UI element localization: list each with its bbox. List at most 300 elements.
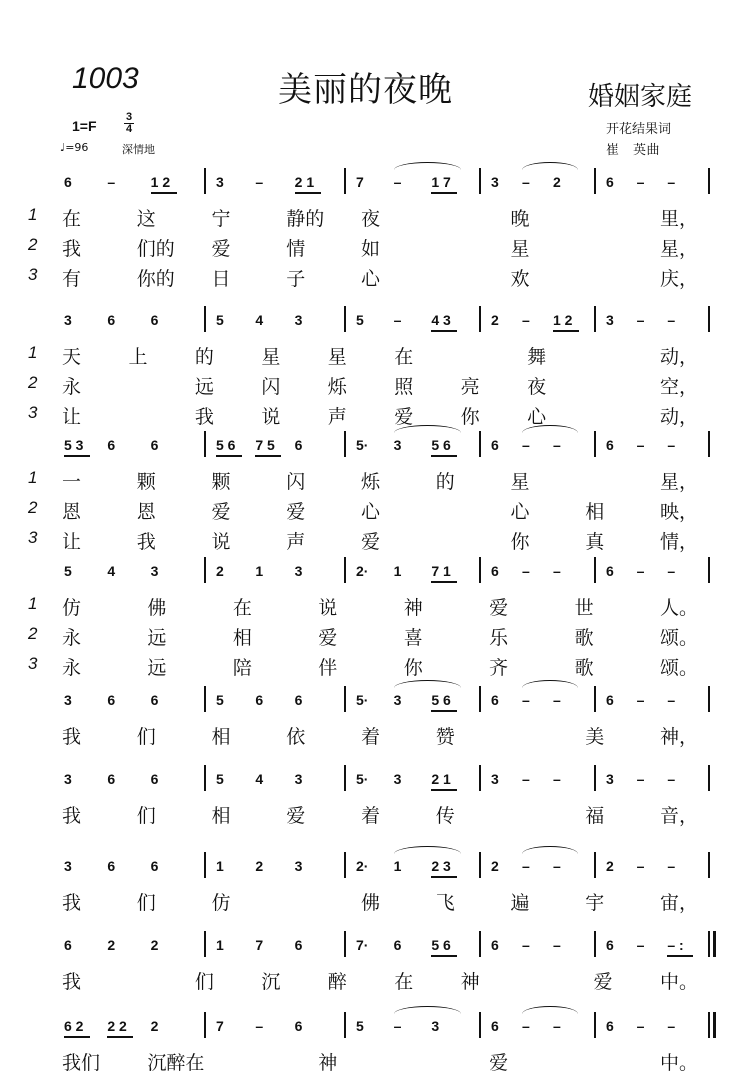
barline <box>594 852 596 878</box>
note-beat: 6 <box>150 858 159 874</box>
barline <box>708 686 710 712</box>
note-beat: 1 <box>393 858 402 874</box>
lyric-syllable: 星 <box>261 346 281 368</box>
note-beat: 2 1 <box>431 771 451 787</box>
lyric-syllable: 遍 <box>510 892 530 914</box>
note-beat: 6 <box>606 437 614 453</box>
lyric-syllable: 们 <box>194 971 214 993</box>
lyric-syllable: 你 <box>403 657 423 679</box>
eighth-underline <box>107 1036 133 1038</box>
note-beat: – <box>667 771 676 787</box>
lyric-syllable: 我们 <box>62 1052 101 1074</box>
lyric-syllable: 远 <box>147 627 167 649</box>
double-barline <box>713 931 716 957</box>
barline <box>479 557 481 583</box>
lyric-syllable: 心 <box>361 501 381 523</box>
note-beat: – <box>553 1018 561 1034</box>
lyric-syllable: 让 <box>62 406 82 428</box>
verse-number: 3 <box>28 403 38 422</box>
note-beat: 3 <box>393 437 402 453</box>
barline <box>344 686 346 712</box>
verse-number: 1 <box>28 468 38 487</box>
note-beat: – <box>553 858 561 874</box>
note-beat: 6 <box>64 937 72 953</box>
lyric-syllable: 如 <box>361 238 381 260</box>
lyric-syllable: 神 <box>460 971 480 993</box>
lyric-syllable: 仿 <box>62 597 82 619</box>
lyric-syllable: 乐 <box>489 627 509 649</box>
lyric-syllable: 你 <box>510 531 530 553</box>
note-beat: 1 <box>255 563 264 579</box>
eighth-underline <box>431 192 457 194</box>
note-beat: 3 <box>431 1018 440 1034</box>
note-beat: – <box>522 312 530 328</box>
note-beat: 3 <box>216 174 224 190</box>
lyric-syllable: 我 <box>62 971 82 993</box>
note-beat: – <box>553 937 561 953</box>
lyric-syllable: 沉醉在 <box>147 1052 205 1074</box>
barline <box>344 168 346 194</box>
lyric-syllable: 映， <box>660 501 699 523</box>
note-beat: 2 <box>150 937 159 953</box>
note-beat: – <box>107 174 116 190</box>
lyric-syllable: 庆， <box>660 268 699 290</box>
verse-number: 2 <box>28 235 38 254</box>
barline <box>479 431 481 457</box>
note-beat: – <box>636 174 645 190</box>
tempo-marking: ♩=96 <box>60 141 89 154</box>
note-beat: 5 6 <box>216 437 236 453</box>
note-beat: 6 <box>294 937 303 953</box>
lyric-syllable: 爱 <box>211 501 231 523</box>
lyric-syllable: 声 <box>327 406 347 428</box>
lyric-syllable: 沉 <box>261 971 281 993</box>
lyric-syllable: 爱 <box>286 805 306 827</box>
lyric-syllable: 歌 <box>574 657 594 679</box>
time-signature-top: 3 <box>125 111 133 123</box>
note-beat: 3 <box>491 174 499 190</box>
note-beat: – : <box>667 937 684 953</box>
lyric-syllable: 飞 <box>435 892 455 914</box>
note-beat: 3 <box>150 563 159 579</box>
lyric-syllable: 远 <box>194 376 214 398</box>
lyric-syllable: 舞 <box>527 346 547 368</box>
lyric-syllable: 在 <box>394 346 414 368</box>
note-beat: – <box>553 692 561 708</box>
note-beat: 5 <box>216 692 224 708</box>
note-beat: 2 1 <box>294 174 315 190</box>
lyric-syllable: 照 <box>394 376 414 398</box>
lyric-syllable: 闪 <box>261 376 281 398</box>
note-beat: – <box>636 692 645 708</box>
lyric-syllable: 着 <box>361 805 381 827</box>
note-beat: – <box>553 771 561 787</box>
lyric-syllable: 永 <box>62 627 82 649</box>
eighth-underline <box>431 455 457 457</box>
lyric-syllable: 声 <box>286 531 306 553</box>
note-beat: – <box>522 437 530 453</box>
note-beat: 6 <box>491 563 499 579</box>
note-beat: – <box>667 1018 676 1034</box>
lyric-syllable: 神， <box>660 726 699 748</box>
eighth-underline <box>431 789 457 791</box>
note-beat: 1 7 <box>431 174 451 190</box>
note-beat: 4 <box>255 771 264 787</box>
barline <box>594 431 596 457</box>
lyric-syllable: 说 <box>211 531 231 553</box>
verse-number: 3 <box>28 654 38 673</box>
note-beat: – <box>636 771 645 787</box>
eighth-underline <box>667 955 693 957</box>
lyric-syllable: 神 <box>403 597 423 619</box>
barline <box>708 931 710 957</box>
barline <box>708 431 710 457</box>
lyric-syllable: 闪 <box>286 471 306 493</box>
lyric-syllable: 爱 <box>394 406 414 428</box>
note-beat: 1 2 <box>553 312 573 328</box>
verse-number: 1 <box>28 594 38 613</box>
note-beat: 3 <box>294 858 303 874</box>
lyric-syllable: 心 <box>361 268 381 290</box>
barline <box>594 1012 596 1038</box>
note-beat: 7 5 <box>255 437 275 453</box>
note-beat: 6 <box>150 437 159 453</box>
lyric-syllable: 夜 <box>361 208 381 230</box>
lyric-syllable: 星 <box>327 346 347 368</box>
note-beat: – <box>667 858 676 874</box>
lyric-syllable: 在 <box>232 597 252 619</box>
lyric-syllable: 心 <box>527 406 547 428</box>
song-category: 婚姻家庭 <box>588 82 693 112</box>
lyric-syllable: 这 <box>136 208 156 230</box>
note-beat: 6 <box>393 937 402 953</box>
lyric-syllable: 恩 <box>136 501 156 523</box>
note-beat: 5 6 <box>431 437 451 453</box>
note-beat: – <box>522 858 530 874</box>
barline <box>708 765 710 791</box>
lyric-syllable: 福 <box>585 805 605 827</box>
lyric-syllable: 爱 <box>489 1052 509 1074</box>
lyric-syllable: 颂。 <box>660 657 699 679</box>
slur <box>522 1006 578 1014</box>
verse-number: 2 <box>28 624 38 643</box>
note-beat: 4 <box>107 563 116 579</box>
lyric-syllable: 说 <box>318 597 338 619</box>
note-beat: 6 <box>606 563 614 579</box>
lyric-syllable: 陪 <box>232 657 252 679</box>
note-beat: 6 <box>606 937 614 953</box>
barline <box>204 765 206 791</box>
lyric-syllable: 佛 <box>147 597 167 619</box>
barline <box>479 1012 481 1038</box>
barline <box>479 931 481 957</box>
lyric-syllable: 你 <box>460 406 480 428</box>
verse-number: 2 <box>28 373 38 392</box>
barline <box>344 931 346 957</box>
note-beat: 2 <box>255 858 264 874</box>
note-beat: – <box>636 937 645 953</box>
lyric-syllable: 永 <box>62 657 82 679</box>
lyric-syllable: 静的 <box>286 208 325 230</box>
slur <box>522 425 578 433</box>
note-beat: 3 <box>294 312 303 328</box>
note-beat: 6 2 <box>64 1018 84 1034</box>
note-beat: 5 <box>356 312 364 328</box>
note-beat: 3 <box>491 771 499 787</box>
time-signature <box>124 112 134 135</box>
note-beat: 1 <box>216 937 224 953</box>
lyric-syllable: 在 <box>394 971 414 993</box>
note-beat: – <box>553 437 561 453</box>
lyric-syllable: 我 <box>194 406 214 428</box>
note-beat: 5 <box>356 1018 364 1034</box>
slur <box>522 846 578 854</box>
verse-number: 1 <box>28 205 38 224</box>
note-beat: 6 <box>606 1018 614 1034</box>
note-beat: – <box>522 1018 530 1034</box>
barline <box>594 557 596 583</box>
note-beat: – <box>393 312 402 328</box>
lyric-syllable: 着 <box>361 726 381 748</box>
barline <box>204 168 206 194</box>
barline <box>479 168 481 194</box>
time-signature-bottom: 4 <box>125 123 133 135</box>
lyric-syllable: 我 <box>62 726 82 748</box>
note-beat: 5· <box>356 771 369 787</box>
note-beat: 7 <box>216 1018 224 1034</box>
eighth-underline <box>431 330 457 332</box>
barline <box>708 1012 710 1038</box>
note-beat: – <box>636 563 645 579</box>
lyric-syllable: 爱 <box>593 971 613 993</box>
note-beat: – <box>667 174 676 190</box>
note-beat: 6 <box>150 312 159 328</box>
barline <box>708 168 710 194</box>
note-beat: – <box>667 563 676 579</box>
lyric-syllable: 人。 <box>660 597 699 619</box>
note-beat: 2 <box>491 312 499 328</box>
lyric-syllable: 日 <box>211 268 231 290</box>
lyric-syllable: 让 <box>62 531 82 553</box>
lyric-syllable: 爱 <box>286 501 306 523</box>
note-beat: – <box>522 937 530 953</box>
note-beat: 7 <box>255 937 264 953</box>
eighth-underline <box>64 1036 90 1038</box>
lyric-syllable: 你的 <box>136 268 175 290</box>
barline <box>594 765 596 791</box>
note-beat: 5 6 <box>431 692 451 708</box>
note-beat: 7· <box>356 937 369 953</box>
lyric-syllable: 相 <box>232 627 252 649</box>
eighth-underline <box>216 455 242 457</box>
lyric-syllable: 中。 <box>660 1052 699 1074</box>
barline <box>594 306 596 332</box>
note-beat: 3 <box>393 692 402 708</box>
note-beat: 1 <box>216 858 224 874</box>
lyric-syllable: 爱 <box>318 627 338 649</box>
lyric-syllable: 音， <box>660 805 699 827</box>
lyric-syllable: 情， <box>660 531 699 553</box>
note-beat: 6 <box>107 771 116 787</box>
lyric-syllable: 爱 <box>211 238 231 260</box>
lyric-syllable: 上 <box>128 346 148 368</box>
lyric-syllable: 恩 <box>62 501 82 523</box>
note-beat: 3 <box>64 771 72 787</box>
note-beat: 5· <box>356 437 369 453</box>
barline <box>479 686 481 712</box>
note-beat: – <box>636 1018 645 1034</box>
lyric-syllable: 在 <box>62 208 82 230</box>
verse-number: 2 <box>28 498 38 517</box>
lyric-syllable: 宙， <box>660 892 699 914</box>
lyric-syllable: 我 <box>62 238 82 260</box>
verse-number: 1 <box>28 343 38 362</box>
barline <box>204 1012 206 1038</box>
lyric-syllable: 传 <box>435 805 455 827</box>
note-beat: 5 <box>64 563 72 579</box>
lyric-syllable: 美 <box>585 726 605 748</box>
lyric-syllable: 们 <box>136 892 156 914</box>
note-beat: – <box>667 437 676 453</box>
eighth-underline <box>553 330 579 332</box>
lyric-syllable: 佛 <box>361 892 381 914</box>
note-beat: 3 <box>606 771 614 787</box>
note-beat: 6 <box>150 692 159 708</box>
note-beat: 6 <box>606 174 614 190</box>
lyric-syllable: 宇 <box>585 892 605 914</box>
note-beat: 4 <box>255 312 264 328</box>
barline <box>594 168 596 194</box>
slur <box>522 162 578 170</box>
note-beat: – <box>255 174 264 190</box>
lyric-syllable: 我 <box>62 892 82 914</box>
lyric-syllable: 星 <box>510 471 530 493</box>
note-beat: 5 <box>216 312 224 328</box>
note-beat: – <box>255 1018 264 1034</box>
eighth-underline <box>431 876 457 878</box>
note-beat: 1 2 <box>150 174 171 190</box>
note-beat: 1 <box>393 563 402 579</box>
note-beat: 5 <box>216 771 224 787</box>
note-beat: – <box>636 312 645 328</box>
lyric-syllable: 天 <box>62 346 82 368</box>
barline <box>204 431 206 457</box>
composer-credit: 崔 英曲 <box>606 143 661 158</box>
lyric-syllable: 永 <box>62 376 82 398</box>
lyric-syllable: 烁 <box>327 376 347 398</box>
note-beat: 2 <box>606 858 614 874</box>
barline <box>479 852 481 878</box>
barline <box>594 686 596 712</box>
lyric-syllable: 远 <box>147 657 167 679</box>
song-number: 1003 <box>72 62 139 95</box>
note-beat: 3 <box>393 771 402 787</box>
barline <box>204 557 206 583</box>
barline <box>204 306 206 332</box>
lyric-syllable: 亮 <box>460 376 480 398</box>
lyric-syllable: 仿 <box>211 892 231 914</box>
note-beat: 6 <box>491 437 499 453</box>
eighth-underline <box>431 955 457 957</box>
lyric-syllable: 星 <box>510 238 530 260</box>
note-beat: – <box>522 692 530 708</box>
note-beat: 3 <box>64 858 72 874</box>
note-beat: 7 1 <box>431 563 451 579</box>
lyric-syllable: 情 <box>286 238 306 260</box>
lyric-syllable: 爱 <box>489 597 509 619</box>
note-beat: 6 <box>491 1018 499 1034</box>
note-beat: 2· <box>356 563 369 579</box>
lyric-syllable: 星， <box>660 471 699 493</box>
lyric-syllable: 星， <box>660 238 699 260</box>
barline <box>708 852 710 878</box>
note-beat: 6 <box>150 771 159 787</box>
lyric-syllable: 的 <box>435 471 455 493</box>
barline <box>204 931 206 957</box>
lyric-syllable: 的 <box>194 346 214 368</box>
note-beat: 2 2 <box>107 1018 127 1034</box>
slur <box>394 1006 462 1014</box>
eighth-underline <box>431 581 457 583</box>
note-beat: – <box>522 771 530 787</box>
double-barline <box>713 1012 716 1038</box>
lyric-syllable: 神 <box>318 1052 338 1074</box>
note-beat: 7 <box>356 174 364 190</box>
lyric-syllable: 相 <box>211 805 231 827</box>
barline <box>344 1012 346 1038</box>
verse-number: 3 <box>28 528 38 547</box>
lyric-syllable: 颗 <box>211 471 231 493</box>
lyric-syllable: 说 <box>261 406 281 428</box>
barline <box>479 765 481 791</box>
note-beat: 3 <box>606 312 614 328</box>
note-beat: – <box>522 174 530 190</box>
lyric-syllable: 我 <box>136 531 156 553</box>
note-beat: 2 <box>150 1018 159 1034</box>
lyric-syllable: 齐 <box>489 657 509 679</box>
lyric-syllable: 们 <box>136 726 156 748</box>
note-beat: 5 6 <box>431 937 451 953</box>
eighth-underline <box>151 192 177 194</box>
lyric-syllable: 相 <box>585 501 605 523</box>
note-beat: 6 <box>491 692 499 708</box>
barline <box>344 557 346 583</box>
lyric-syllable: 夜 <box>527 376 547 398</box>
note-beat: – <box>667 312 676 328</box>
lyric-syllable: 们 <box>136 805 156 827</box>
lyric-syllable: 心 <box>510 501 530 523</box>
lyric-syllable: 晚 <box>510 208 530 230</box>
note-beat: 2 3 <box>431 858 451 874</box>
lyric-syllable: 宁 <box>211 208 231 230</box>
note-beat: 2 <box>553 174 561 190</box>
note-beat: 2 <box>491 858 499 874</box>
lyric-syllable: 世 <box>574 597 594 619</box>
lyric-syllable: 中。 <box>660 971 699 993</box>
barline <box>708 306 710 332</box>
barline <box>344 765 346 791</box>
note-beat: 6 <box>107 858 116 874</box>
barline <box>479 306 481 332</box>
note-beat: – <box>636 437 645 453</box>
note-beat: – <box>522 563 530 579</box>
note-beat: 6 <box>606 692 614 708</box>
note-beat: 2· <box>356 858 369 874</box>
note-beat: – <box>393 174 402 190</box>
slur <box>394 425 462 433</box>
lyric-syllable: 有 <box>62 268 82 290</box>
note-beat: 6 <box>294 692 303 708</box>
